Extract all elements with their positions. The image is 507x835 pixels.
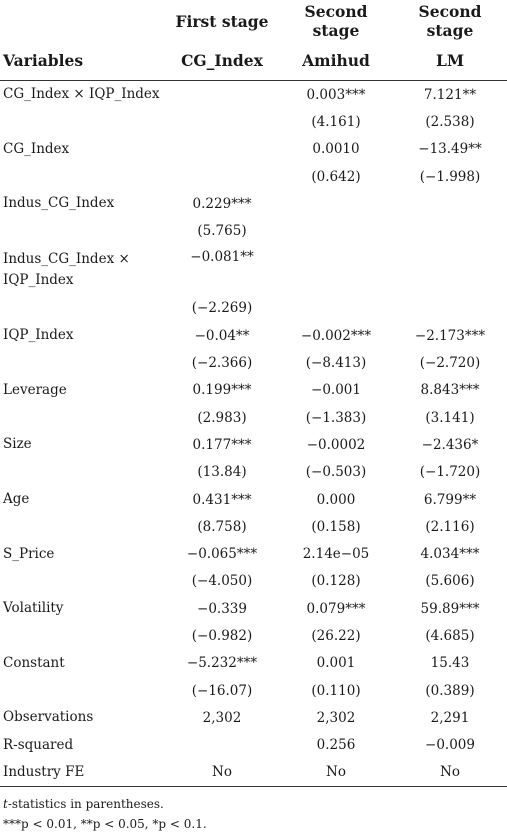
variable-label [0,677,165,704]
value-cell: (4.685) [425,627,475,644]
table-row [0,163,507,190]
table-row [0,486,507,513]
value-cell: (26.22) [311,627,361,644]
value-cell: −0.339 [197,600,247,617]
value-cell [279,245,393,295]
variable-header-row [0,40,507,81]
table-row [0,677,507,704]
variable-label: Industry FE [0,759,165,787]
value-cell: (0.110) [311,682,361,699]
table-row [0,459,507,486]
value-cell: 0.229*** [192,195,252,212]
variable-label [0,459,165,486]
value-cell [279,295,393,322]
value-cell: (−2.720) [419,355,481,372]
value-cell: 2,302 [316,709,356,726]
value-cell [165,163,279,190]
value-cell: −0.04** [194,327,250,344]
variable-label [0,295,165,322]
value-cell [393,245,507,295]
variable-label: Size [3,436,32,453]
value-cell: 2,302 [202,709,242,726]
value-cell: 0.177*** [192,436,252,453]
header-cg-index: CG_Index [165,40,279,81]
variable-label [0,163,165,190]
value-cell: (5.606) [425,573,475,590]
value-cell: (−8.413) [305,355,367,372]
value-cell: (−1.383) [305,409,367,426]
value-cell: No [165,759,279,787]
table-row [0,595,507,622]
table-row [0,404,507,431]
value-cell: No [279,759,393,787]
value-cell: (0.128) [311,573,361,590]
header-first-stage: First stage [175,11,269,31]
table-row [0,108,507,135]
value-cell [165,81,279,109]
value-cell [279,217,393,244]
value-cell: −0.002*** [300,327,372,344]
value-cell: 6.799** [423,491,477,508]
header-lm: LM [393,40,507,81]
variable-label [0,513,165,540]
variable-label: R-squared [3,736,74,753]
value-cell: (−1.998) [419,168,481,185]
value-cell: (−0.503) [305,464,367,481]
value-cell: (−2.366) [191,355,253,372]
value-cell: −5.232*** [186,655,258,672]
value-cell: (4.161) [311,113,361,130]
value-cell: (2.116) [425,518,475,535]
value-cell: 2,291 [430,709,470,726]
value-cell: 0.003*** [306,86,366,103]
table-row [0,568,507,595]
value-cell: −0.065*** [186,546,258,563]
value-cell: −0.081** [190,248,254,265]
value-cell: (5.765) [197,223,247,240]
table-row [0,431,507,458]
variable-label: Leverage [3,381,67,398]
value-cell: 4.034*** [420,546,480,563]
variable-label [0,568,165,595]
variable-label: CG_Index [3,140,70,157]
table-row [0,732,507,759]
variable-label: Indus_CG_Index × IQP_Index [3,250,130,288]
value-cell: (−4.050) [191,573,253,590]
variable-label [0,217,165,244]
value-cell: (−0.982) [191,627,253,644]
table-row [0,190,507,217]
value-cell [393,190,507,217]
table-row [0,540,507,567]
table-row [0,622,507,649]
value-cell [165,732,279,759]
value-cell: 15.43 [430,655,470,672]
variable-label: Constant [3,654,65,671]
value-cell: −0.001 [311,382,361,399]
value-cell [165,136,279,163]
value-cell: 0.001 [316,655,356,672]
value-cell: (0.389) [425,682,475,699]
value-cell: −0.009 [425,737,475,754]
variable-label: Indus_CG_Index [3,195,115,212]
value-cell: (0.158) [311,518,361,535]
table-row [0,81,507,109]
value-cell: (13.84) [197,464,247,481]
value-cell [393,295,507,322]
variable-label: S_Price [3,545,55,562]
table-row [0,650,507,677]
value-cell: (−2.269) [191,300,253,317]
note-t-statistics: t-statistics in parentheses. [3,797,164,811]
value-cell: No [393,759,507,787]
value-cell: 59.89*** [420,600,480,617]
variable-label: Observations [3,709,94,726]
table-row [0,759,507,787]
variable-label: CG_Index × IQP_Index [3,86,160,103]
value-cell: −13.49** [418,141,482,158]
table-notes [3,794,207,834]
variable-label: Age [3,491,30,507]
table-row [0,704,507,731]
table-row [0,217,507,244]
table-row [0,377,507,404]
table-body [0,81,507,787]
table-row [0,513,507,540]
variable-label [0,349,165,376]
value-cell: (−16.07) [191,682,253,699]
variable-label [0,404,165,431]
value-cell: (8.758) [197,518,247,535]
header-second-stage-lm: Second stage [418,2,482,40]
stage-header-row [0,0,507,40]
value-cell: (−1.720) [419,464,481,481]
value-cell: −2.436* [421,436,479,453]
header-amihud: Amihud [279,40,393,81]
value-cell: 2.14e−05 [302,546,370,563]
table-row [0,295,507,322]
table-row [0,349,507,376]
variable-label [0,108,165,135]
value-cell: (2.983) [197,409,247,426]
value-cell: 0.000 [316,491,356,508]
header-cell [0,0,165,40]
table-header [0,0,507,81]
table-row [0,136,507,163]
value-cell: (0.642) [311,168,361,185]
value-cell [279,190,393,217]
value-cell: 8.843*** [420,382,480,399]
value-cell: (2.538) [425,113,475,130]
value-cell: −2.173*** [414,327,486,344]
note-significance: ***p < 0.01, **p < 0.05, *p < 0.1. [3,817,207,831]
value-cell: −0.0002 [306,436,366,453]
value-cell [165,108,279,135]
header-second-stage-amihud: Second stage [304,2,368,40]
value-cell: 0.256 [316,737,356,754]
value-cell: (3.141) [425,409,475,426]
header-variables: Variables [0,40,165,81]
value-cell [393,217,507,244]
value-cell: 7.121** [423,86,477,103]
value-cell: 0.079*** [306,600,366,617]
variable-label: IQP_Index [3,327,74,344]
value-cell: 0.0010 [312,141,360,158]
table-row [0,322,507,349]
variable-label: Volatility [3,600,64,617]
value-cell: 0.199*** [192,382,252,399]
variable-label [0,622,165,649]
value-cell: 0.431*** [192,491,252,508]
table-row [0,245,507,295]
